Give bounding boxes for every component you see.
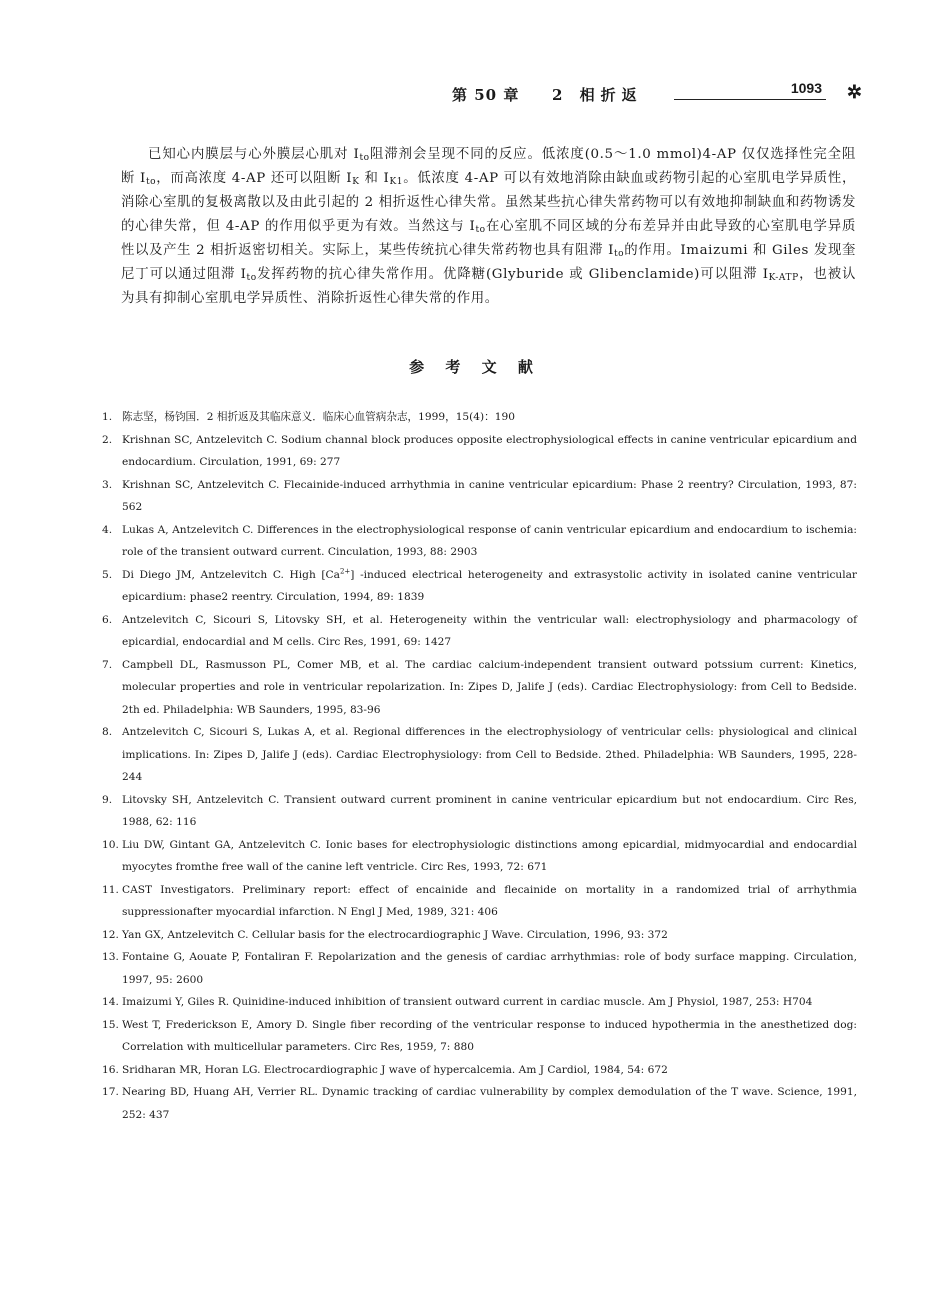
reference-item: 13. Fontaine G, Aouate P, Fontaliran F. Repolarization and the genesis of cardiac arrhythmias: role of body surface mapping. Circulation, 1997, 95: 2600 xyxy=(102,951,857,986)
running-header xyxy=(452,80,862,106)
reference-item: 9. Litovsky SH, Antzelevitch C. Transient outward current prominent in canine ventricular epicardium but not endocardium. Circ Res, 1988, 62: 116 xyxy=(102,793,857,828)
references-heading: 参 考 文 献 xyxy=(409,358,541,376)
reference-item: 3. Krishnan SC, Antzelevitch C. Flecainide-induced arrhythmia in canine ventricular epicardium: Phase 2 reentry? Circulation, 1993, 87: 562 xyxy=(102,478,857,513)
chapter-label: 第 50 章 xyxy=(452,86,520,104)
reference-item: 1. 陈志坚，杨钧国．2 相折返及其临床意义．临床心血管病杂志，1999，15(4)：190 xyxy=(102,411,515,423)
reference-item: 11. CAST Investigators. Preliminary report: effect of encainide and flecainide on mortality in a randomized trial of arrhythmia suppressionafter myocardial infarction. N Engl J Med, 1989, 321: 406 xyxy=(102,883,857,918)
reference-item: 17. Nearing BD, Huang AH, Verrier RL. Dynamic tracking of cardiac vulnerability by complex demodulation of the T wave. Science, 1991, 252: 437 xyxy=(102,1086,857,1121)
reference-item: 5. Di Diego JM, Antzelevitch C. High $[Ca^{2+}]$ -induced electrical heterogeneity and extrasystolic activity in isolated canine ventricular epicardium: phase2 reentry. Circulation, 1994, 89: 1839 xyxy=(102,566,857,603)
reference-item: 8. Antzelevitch C, Sicouri S, Lukas A, et al. Regional differences in the electrophysiology of ventricular cells: physiological and clinical implications. In: Zipes D, Jalife J (eds). Cardiac Electrophysiology: from Cell to Bedside. 2thed. Philadelphia: WB Saunders, 1995, 228-244 xyxy=(102,726,857,783)
reference-list xyxy=(102,406,857,1126)
page-number: 1093 xyxy=(790,80,822,96)
body-paragraph: 已知心内膜层与心外膜层心肌对 $I_{to}$阻滞剂会呈现不同的反应。低浓度(0.5～1.0 mmol)4-AP 仅仅选择性完全阻断 $I_{to}$，而高浓度 4-AP 还可以阻断 $I_K$ 和 $I_{K1}$。低浓度 4-AP 可以有效地消除由缺血或药物引起的心室肌电学异质性，消除心室肌的复极离散以及由此引起的 2 相折返性心律失常。虽然某些抗心律失常药物可以有效地抑制缺血和药物诱发的心律失常，但 4-AP 的作用似乎更为有效。当然这与 $I_{to}$在心室肌不同区域的分布差异并由此导致的心室肌电学异质性以及产生 2 相折返密切相关。实际上，某些传统抗心律失常药物也具有阻滞 $I_{to}$的作用。Imaizumi 和 Giles 发现奎尼丁可以通过阻滞 $I_{to}$发挥药物的抗心律失常作用。优降糖(Glyburide 或 Glibenclamide)可以阻滞 $I_{K-ATP}$，也被认为具有抑制心室肌电学异质性、消除折返性心律失常的作用。 xyxy=(121,147,857,307)
reference-item: 10. Liu DW, Gintant GA, Antzelevitch C. Ionic bases for electrophysiologic distinctions among epicardial, midmyocardial and endocardial myocytes fromthe free wall of the canine left ventricle. Circ Res, 1993, 72: 671 xyxy=(102,838,857,873)
ornament-icon: ✲ xyxy=(846,82,862,103)
reference-item: 4. Lukas A, Antzelevitch C. Differences in the electrophysiological response of canin ventricular epicardium and endocardium to ischemia: role of the transient outward current. Cinculation, 1993, 88: 2903 xyxy=(102,523,857,558)
chapter-title: 2 相折返 xyxy=(552,86,643,104)
header-rule xyxy=(674,99,826,100)
reference-item: 12. Yan GX, Antzelevitch C. Cellular basis for the electrocardiographic J Wave. Circulation, 1996, 93: 372 xyxy=(102,928,668,941)
reference-item: 15. West T, Frederickson E, Amory D. Single fiber recording of the ventricular response to induced hypothermia in the anesthetized dog: Correlation with multicellular parameters. Circ Res, 1959, 7: 880 xyxy=(102,1018,857,1053)
reference-item: 16. Sridharan MR, Horan LG. Electrocardiographic J wave of hypercalcemia. Am J Cardiol, 1984, 54: 672 xyxy=(102,1063,668,1076)
reference-item: 2. Krishnan SC, Antzelevitch C. Sodium channal block produces opposite electrophysiological effects in canine ventricular epicardium and endocardium. Circulation, 1991, 69: 277 xyxy=(102,433,857,468)
reference-item: 7. Campbell DL, Rasmusson PL, Comer MB, et al. The cardiac calcium-independent transient outward potssium current: Kinetics, molecular properties and role in ventricular repolarization. In: Zipes D, Jalife J (eds). Cardiac Electrophysiology: from Cell to Bedside. 2th ed. Philadelphia: WB Saunders, 1995, 83-96 xyxy=(102,658,857,716)
reference-item: 14. Imaizumi Y, Giles R. Quinidine-induced inhibition of transient outward current in cardiac muscle. Am J Physiol, 1987, 253: H704 xyxy=(102,996,813,1008)
reference-item: 6. Antzelevitch C, Sicouri S, Litovsky SH, et al. Heterogeneity within the ventricular wall: electrophysiology and pharmacology of epicardial, endocardial and M cells. Circ Res, 1991, 69: 1427 xyxy=(102,613,857,648)
